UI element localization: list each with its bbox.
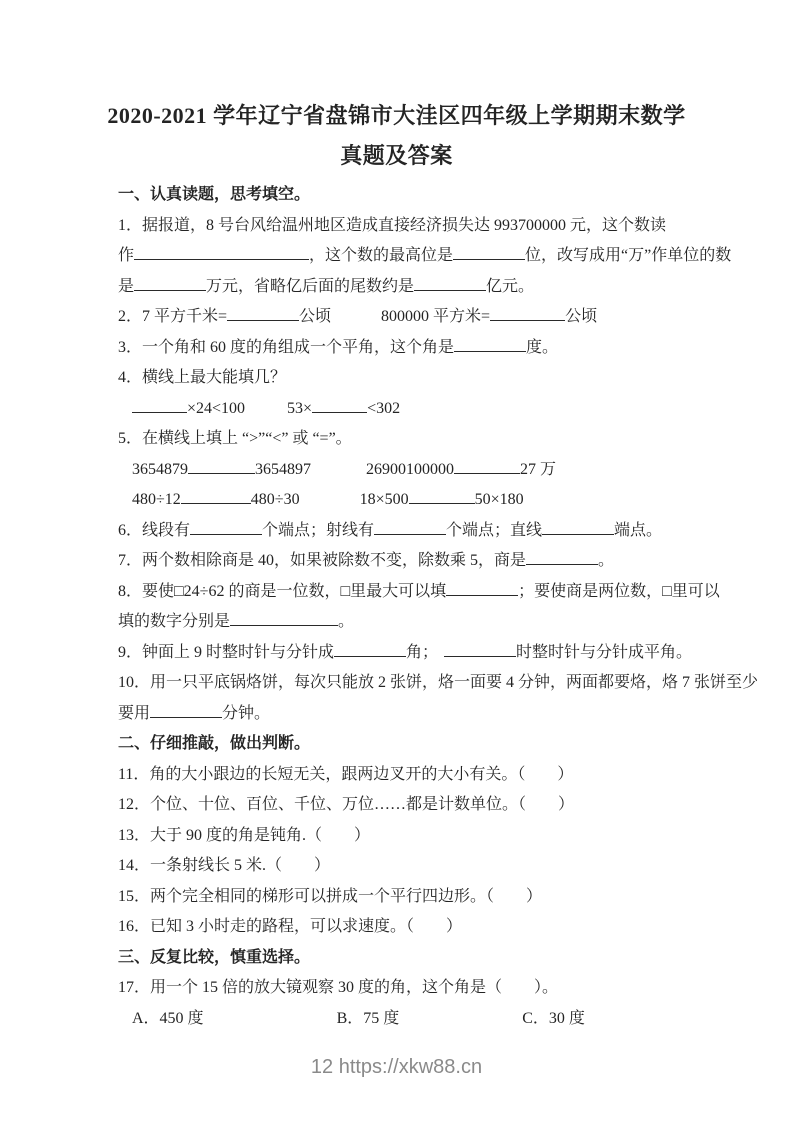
page-footer [0, 1056, 793, 1079]
answer-blank [190, 522, 262, 535]
text-run: 9．钟面上 9 时整时针与分针成 [118, 643, 335, 661]
text-run: 一、认真读题，思考填空。 [118, 186, 311, 203]
question-5-row-2 [118, 485, 678, 516]
text-run: 位，改写成用“万”作单位的数 [525, 247, 732, 264]
document-title-line-1: 2020-2021 学年辽宁省盘锦市大洼区四年级上学期期末数学 [107, 103, 686, 128]
text-run: ，这个数的最高位是 [309, 247, 454, 264]
answer-blank [334, 644, 406, 657]
answer-blank [414, 278, 486, 291]
text-run: B．75 度 [336, 1009, 400, 1027]
question-13-line [118, 821, 678, 852]
text-run: 13．大于 90 度的角是钝角.（ ） [118, 826, 371, 844]
text-run: <302 [367, 399, 401, 417]
text-run: 度。 [526, 338, 559, 356]
spacer [300, 503, 360, 504]
text-run: 时整时针与分针成平角。 [516, 643, 693, 661]
text-run: 二、仔细推敲，做出判断。 [118, 735, 311, 752]
answer-blank [227, 308, 299, 321]
question-7-line [118, 546, 678, 577]
exam-body [118, 180, 759, 1034]
text-run: 亿元。 [486, 277, 535, 295]
text-run: 12．个位、十位、百位、千位、万位……都是计数单位。（ ） [118, 796, 575, 813]
text-run: 5．在横线上填上 “>”“<” 或 “=”。 [118, 430, 352, 447]
text-run: 4．横线上最大能填几？ [118, 369, 287, 386]
text-run: 15．两个完全相同的梯形可以拼成一个平行四边形。（ ） [118, 887, 543, 905]
section-3-heading [118, 943, 678, 974]
text-run: 三、反复比较，慎重选择。 [118, 948, 311, 966]
answer-blank [490, 308, 565, 321]
section-1-heading [118, 180, 678, 211]
question-14-line [118, 851, 678, 882]
text-run: 公顷 [299, 308, 332, 325]
question-4-expressions [118, 394, 678, 425]
text-run: 800000 平方米= [381, 308, 491, 325]
text-run: 7．两个数相除商是 40，如果被除数不变，除数乘 5，商是 [118, 552, 527, 569]
question-1-line-2 [118, 241, 732, 272]
answer-blank [374, 522, 446, 535]
question-1-line-3 [118, 272, 678, 303]
text-run: 万元，省略亿后面的尾数约是 [206, 277, 415, 295]
text-run: 10．用一只平底锅烙饼，每次只能放 2 张饼，烙一面要 4 分钟，两面都要烙，烙 7 张饼至少 [118, 674, 759, 691]
question-3-line [118, 333, 678, 364]
text-run: 1．据报道，8 号台风给温州地区造成直接经济损失达 993700000 元，这个数读 [118, 216, 667, 234]
document-title-line-2: 真题及答案 [340, 143, 453, 168]
text-run: 6．线段有 [118, 521, 191, 539]
text-run: 26900100000 [366, 460, 454, 478]
text-run: 18×500 [359, 491, 409, 508]
text-run: C．30 度 [522, 1009, 585, 1027]
text-run: 3．一个角和 60 度的角组成一个平角，这个角是 [118, 338, 455, 356]
text-run: 公顷 [565, 308, 598, 325]
text-run: 要用 [118, 704, 151, 722]
answer-blank [132, 400, 187, 413]
text-run: 27 万 [520, 460, 557, 478]
text-run: 端点。 [614, 521, 663, 539]
text-run: 是 [118, 277, 135, 295]
text-run: 3654897 [255, 460, 311, 478]
text-run: 480÷30 [250, 491, 300, 508]
section-2-heading [118, 729, 678, 760]
text-run: 3654879 [132, 460, 188, 478]
question-8-line-2 [118, 607, 678, 638]
text-run: 14．一条射线长 5 米.（ ） [118, 857, 331, 874]
answer-blank [454, 339, 526, 352]
text-run: 角； [406, 643, 439, 661]
question-10-line-2 [118, 699, 678, 730]
answer-blank [188, 461, 255, 474]
text-run: 填的数字分别是 [118, 613, 231, 630]
text-run: 480÷12 [132, 491, 181, 508]
question-5-row-1 [118, 455, 678, 486]
text-run: 个端点；射线有 [262, 521, 375, 539]
answer-blank [542, 522, 614, 535]
spacer [331, 320, 381, 321]
answer-blank [230, 613, 338, 626]
spacer [311, 473, 366, 474]
text-run: A．450 度 [132, 1009, 204, 1027]
text-run: 。 [598, 552, 615, 569]
answer-blank [150, 705, 222, 718]
text-run: 53× [287, 399, 313, 417]
answer-blank [446, 583, 518, 596]
spacer [204, 1022, 337, 1023]
question-8-line-1 [118, 577, 720, 608]
text-run: ；要使商是两位数，□里可以 [518, 582, 720, 600]
question-16-line [118, 912, 678, 943]
text-run: 分钟。 [222, 704, 271, 722]
text-run: 50×180 [474, 491, 524, 508]
text-run: 作 [118, 247, 135, 264]
question-5-line [118, 424, 678, 455]
question-9-line [118, 638, 693, 669]
page-number-and-source-url: 12 https://xkw88.cn [310, 1056, 483, 1078]
text-run: 16．已知 3 小时走的路程，可以求速度。（ ） [118, 918, 463, 935]
answer-blank [312, 400, 367, 413]
answer-blank [409, 491, 475, 504]
text-run: 17．用一个 15 倍的放大镜观察 30 度的角，这个角是（ ）。 [118, 979, 559, 996]
spacer [245, 412, 287, 413]
spacer [399, 1022, 522, 1023]
text-run: 。 [338, 613, 355, 630]
question-6-line [118, 516, 678, 547]
question-17-line [118, 973, 678, 1004]
document-title [0, 96, 793, 176]
question-15-line [118, 882, 678, 913]
answer-blank [134, 247, 309, 260]
answer-blank [526, 552, 598, 565]
answer-blank [134, 278, 206, 291]
text-run: 2．7 平方千米= [118, 308, 228, 325]
text-run: 8．要使□24÷62 的商是一位数，□里最大可以填 [118, 582, 447, 600]
text-run: ×24<100 [187, 399, 246, 417]
question-2-line [118, 302, 678, 333]
question-1-line-1 [118, 211, 678, 242]
text-run: 个端点；直线 [446, 521, 543, 539]
answer-blank [454, 461, 520, 474]
question-4-line [118, 363, 678, 394]
question-11-line [118, 760, 678, 791]
answer-blank [444, 644, 516, 657]
question-10-line-1 [118, 668, 759, 699]
question-17-options [118, 1004, 678, 1035]
answer-blank [453, 247, 525, 260]
question-12-line [118, 790, 678, 821]
answer-blank [181, 491, 251, 504]
text-run: 11．角的大小跟边的长短无关，跟两边叉开的大小有关。（ ） [118, 765, 574, 783]
